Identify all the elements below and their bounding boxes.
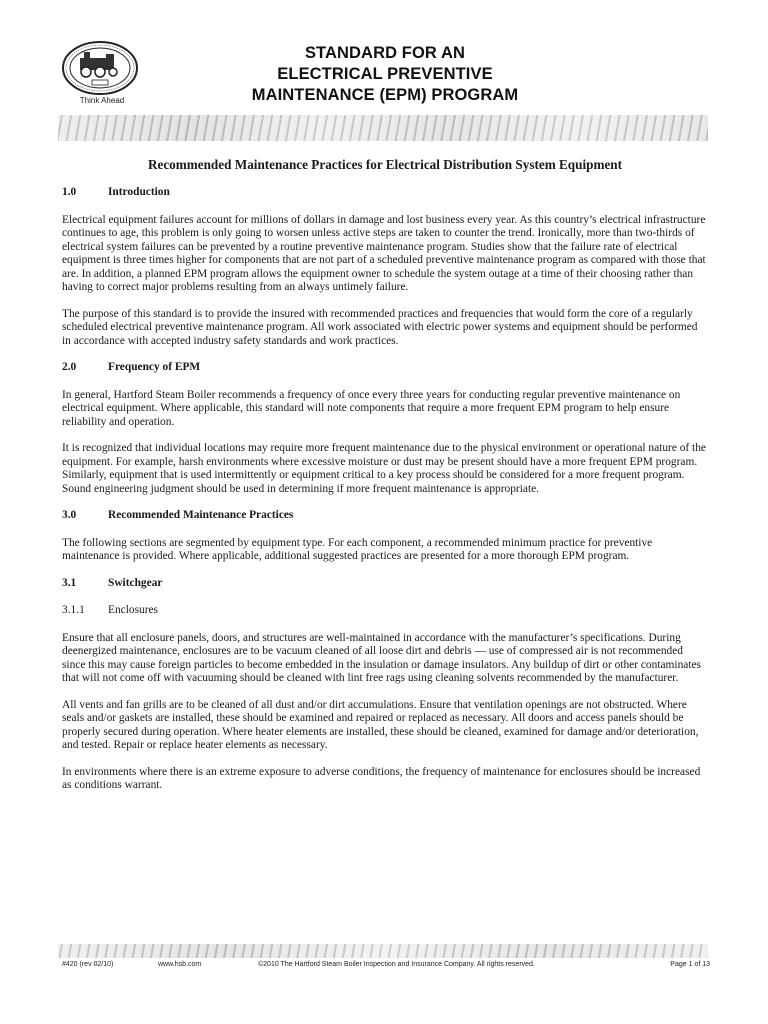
footer-doc-number: #420 (rev 02/10)	[62, 961, 114, 968]
section-heading-2	[62, 361, 708, 375]
paragraph: All vents and fan grills are to be cleaned of all dust and/or dirt accumulations. Ensure that ventilation openings are not obstructed. Where seals and/or gaskets are installed, these should be examined and repaired or replaced as necessary. All doors and access panels should be properly secured during operation. Where heater elements are installed, these should be cleaned, examined for damage and/or deterioration, and tested. Repair or replace heater elements as necessary.	[62, 698, 699, 751]
paragraph: Electrical equipment failures account for millions of dollars in damage and lost business every year. As this country’s electrical infrastructure continues to age, this problem is only going to worsen unless active steps are taken to counter the trend. Ironically, more than two-thirds of electrical system failures can be prevented by a routine preventive maintenance program. Studies show that the failure rate of electrical equipment is three times higher for components that are not part of a scheduled preventive maintenance program as compared with those that are. In addition, a planned EPM program allows the equipment owner to schedule the system outage at a time of their choosing rather than having to correct major problems resulting from an always untimely failure.	[62, 213, 706, 293]
document-title	[200, 43, 570, 106]
footer-page-number: Page 1 of 13	[670, 961, 710, 968]
subsection-title: Enclosures	[108, 604, 158, 616]
section-title: Recommended Maintenance Practices	[108, 509, 294, 521]
title-line: ELECTRICAL PREVENTIVE	[277, 65, 493, 83]
section-heading-3-1	[62, 577, 708, 591]
section-heading-1	[62, 186, 708, 200]
document-subtitle: Recommended Maintenance Practices for Electrical Distribution System Equipment	[147, 157, 623, 172]
paragraph: In general, Hartford Steam Boiler recommends a frequency of once every three years for conducting regular preventive maintenance on electrical equipment. Where applicable, this standard will note components that require a more frequent EPM program to help ensure reliability and operation.	[62, 388, 681, 428]
section-number: 1.0	[62, 186, 77, 198]
paragraph: Ensure that all enclosure panels, doors, and structures are well-maintained in accordance with the manufacturer’s specifications. During deenergized maintenance, enclosures are to be vacuum cleaned of all loose dirt and debris — use of compressed air is not recommended since this may cause foreign particles to become embedded in the insulation or damage insulators. Any buildup of dirt or other contaminates that will not come off with vacuuming should be cleaned with lint free rags using cleaning solvents recommended by the manufacturer.	[62, 631, 701, 684]
section-number: 3.0	[62, 509, 77, 521]
page-header	[0, 0, 768, 112]
section-number: 3.1	[62, 576, 77, 589]
section-heading-3	[62, 509, 708, 523]
decorative-header-band	[58, 115, 708, 141]
section-title: Introduction	[108, 186, 170, 198]
subsection-heading-3-1-1	[62, 604, 708, 618]
paragraph: The following sections are segmented by equipment type. For each component, a recommended minimum practice for preventive maintenance is provided. Where applicable, additional suggested practices are presented for a more thorough EPM program.	[62, 536, 653, 562]
section-title: Switchgear	[108, 576, 163, 589]
subsection-number: 3.1.1	[62, 604, 85, 616]
footer-website: www.hsb.com	[158, 961, 202, 968]
hsb-logo	[60, 40, 140, 104]
title-line: STANDARD FOR AN	[304, 44, 466, 62]
document-body	[62, 157, 708, 806]
title-line: MAINTENANCE (EPM) PROGRAM	[251, 86, 519, 104]
logo-tagline: Think Ahead	[79, 96, 125, 105]
decorative-footer-band	[58, 944, 708, 958]
section-title: Frequency of EPM	[108, 361, 201, 373]
section-number: 2.0	[62, 361, 77, 373]
paragraph: It is recognized that individual locations may require more frequent maintenance due to the physical environment or operational nature of the equipment. For example, harsh environments where excessive moisture or dust may be present should have a more frequent EPM program. Similarly, equipment that is used intermittently or equipment critical to a key process should be considered for a more frequent program. Sound engineering judgment should be used in determining if more frequent maintenance is appropriate.	[62, 442, 706, 495]
paragraph: In environments where there is an extreme exposure to adverse conditions, the frequency of maintenance for enclosures should be increased as conditions warrant.	[62, 765, 701, 791]
footer-copyright: ©2010 The Hartford Steam Boiler Inspection and Insurance Company. All rights reserved.	[258, 961, 535, 968]
paragraph: The purpose of this standard is to provide the insured with recommended practices and frequencies that would form the core of a regularly scheduled electrical preventive maintenance program. All work associated with electric power systems and equipment should be performed in accordance with accepted industry safety standards and work practices.	[62, 307, 698, 347]
